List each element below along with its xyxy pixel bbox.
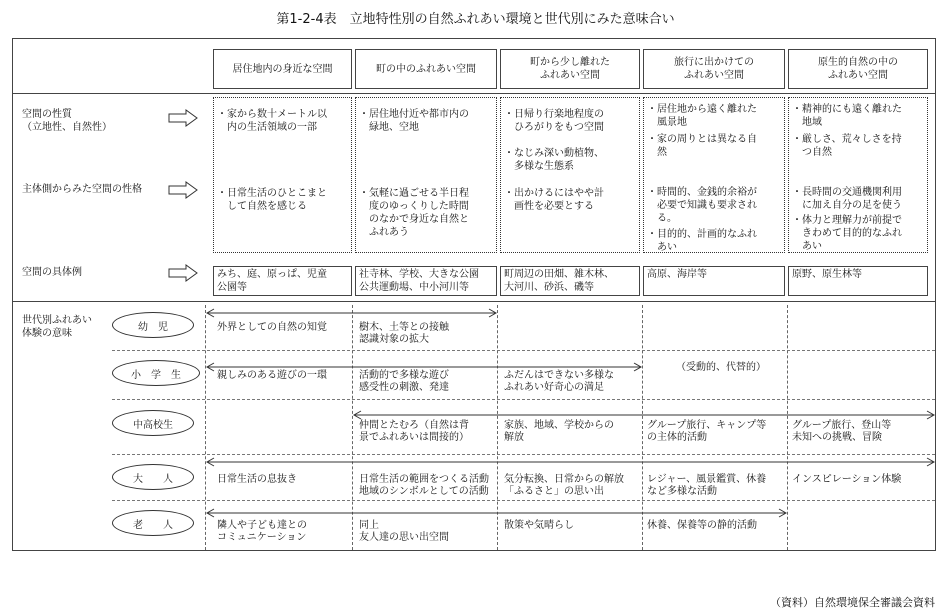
span-arrow <box>206 308 497 318</box>
generation-cell: 気分転換、日常からの解放 「ふるさと」の思い出 <box>504 474 624 497</box>
column-divider <box>787 305 788 550</box>
generation-cell: 隣人や子ども達との コミュニケーション <box>217 520 307 543</box>
row-label-nature: 空間の性質 （立地性、自然性） <box>22 109 112 133</box>
nature-item: ・居住地付近や都市内の 緑地、空地 <box>359 109 469 133</box>
column-header: 居住地内の身近な空間 <box>213 49 352 89</box>
column-header: 町から少し離れた ふれあい空間 <box>500 49 640 89</box>
example-box: 町周辺の田畑、雑木林、 大河川、砂浜、磯等 <box>500 266 640 296</box>
row-divider <box>112 350 935 351</box>
generation-cell: 日常生活の範囲をつくる活動 地域のシンボルとしての活動 <box>359 474 489 497</box>
generation-cell: 休養、保養等の静的活動 <box>647 520 757 531</box>
span-arrow <box>206 508 787 518</box>
generation-cell: 散策や気晴らし <box>504 520 574 531</box>
generation-oval: 幼 児 <box>112 312 194 338</box>
nature-item: ・精神的にも遠く離れた 地域 <box>792 104 902 128</box>
generation-cell: 外界としての自然の知覚 <box>217 322 327 333</box>
nature-item: ・日帰り行楽地程度の ひろがりをもつ空間 <box>504 109 604 133</box>
character-item: ・体力と理解力が前提で きわめて目的的なふれ あい <box>792 215 902 252</box>
character-item: ・気軽に過ごせる半日程 度のゆっくりした時間 のなかで身近な自然と ふれあう <box>359 188 469 238</box>
generation-cell: 親しみのある遊びの一環 <box>217 370 327 381</box>
generation-cell: ふだんはできない多様な ふれあい好奇心の満足 <box>504 370 614 393</box>
generation-cell: 家族、地域、学校からの 解放 <box>504 420 614 443</box>
generation-cell: 日常生活の息抜き <box>217 474 297 485</box>
generation-oval: 小 学 生 <box>112 360 200 386</box>
row-label-generation: 世代別ふれあい 体験の意味 <box>22 315 92 339</box>
column-header: 旅行に出かけての ふれあい空間 <box>643 49 785 89</box>
example-box: 高原、海岸等 <box>643 266 785 296</box>
generation-oval: 老 人 <box>112 510 194 536</box>
generation-cell: 仲間とたむろ（自然は背 景でふれあいは間接的） <box>359 420 469 443</box>
nature-item: ・家から数十メートル以 内の生活領域の一部 <box>217 109 327 133</box>
span-arrow <box>353 410 935 420</box>
generation-oval: 中高校生 <box>112 410 194 436</box>
nature-item: ・居住地から遠く離れた 風景地 <box>647 104 757 128</box>
row-divider <box>112 454 935 455</box>
span-arrow <box>206 457 935 467</box>
page-title: 第1-2-4表 立地特性別の自然ふれあい環境と世代別にみた意味合い <box>276 12 675 27</box>
character-item: ・目的的、計画的なふれ あい <box>647 229 757 253</box>
generation-cell: 活動的で多様な遊び 感受性の刺激、発達 <box>359 370 449 393</box>
generation-cell: 樹木、土等との接触 認識対象の拡大 <box>359 322 449 345</box>
generation-cell: 同上 友人達の思い出空間 <box>359 520 449 543</box>
row-divider <box>112 500 935 501</box>
nature-item: ・家の周りとは異なる自 然 <box>647 134 757 158</box>
row-label-examples: 空間の具体例 <box>22 267 82 278</box>
nature-item: ・なじみ深い動植物、 多様な生態系 <box>504 148 604 172</box>
character-item: ・出かけるにはやや計 画性を必要とする <box>504 188 604 212</box>
row-label-character: 主体側からみた空間の性格 <box>22 184 142 195</box>
example-box: 原野、原生林等 <box>788 266 928 296</box>
row-divider <box>112 399 935 400</box>
right-arrow-icon <box>168 109 198 127</box>
span-arrow <box>206 362 642 372</box>
character-item: ・時間的、金銭的余裕が 必要で知識も要求され る。 <box>647 187 757 224</box>
generation-cell: グループ旅行、登山等 未知への挑戦、冒険 <box>792 420 892 443</box>
column-header: 原生的自然の中の ふれあい空間 <box>788 49 928 89</box>
right-arrow-icon <box>168 264 198 282</box>
divider <box>13 93 935 94</box>
example-box: みち、庭、原っぱ、児童 公園等 <box>213 266 352 296</box>
character-item: ・日常生活のひとこまと して自然を感じる <box>217 188 327 212</box>
column-header: 町の中のふれあい空間 <box>355 49 497 89</box>
divider <box>13 301 935 302</box>
generation-cell: （受動的、代替的） <box>676 362 766 373</box>
generation-oval: 大 人 <box>112 464 194 490</box>
example-box: 社寺林、学校、大きな公園 公共運動場、中小河川等 <box>355 266 497 296</box>
source-note: （資料）自然環境保全審議会資料 <box>770 596 935 609</box>
generation-cell: レジャー、風景鑑賞、休養 など多様な活動 <box>647 474 767 497</box>
nature-item: ・厳しさ、荒々しさを持 つ自然 <box>792 134 902 158</box>
generation-cell: インスピレーション体験 <box>792 474 902 485</box>
generation-cell: グループ旅行、キャンプ等 の主体的活動 <box>647 420 767 443</box>
right-arrow-icon <box>168 181 198 199</box>
character-item: ・長時間の交通機関利用 に加え自分の足を使う <box>792 187 902 211</box>
